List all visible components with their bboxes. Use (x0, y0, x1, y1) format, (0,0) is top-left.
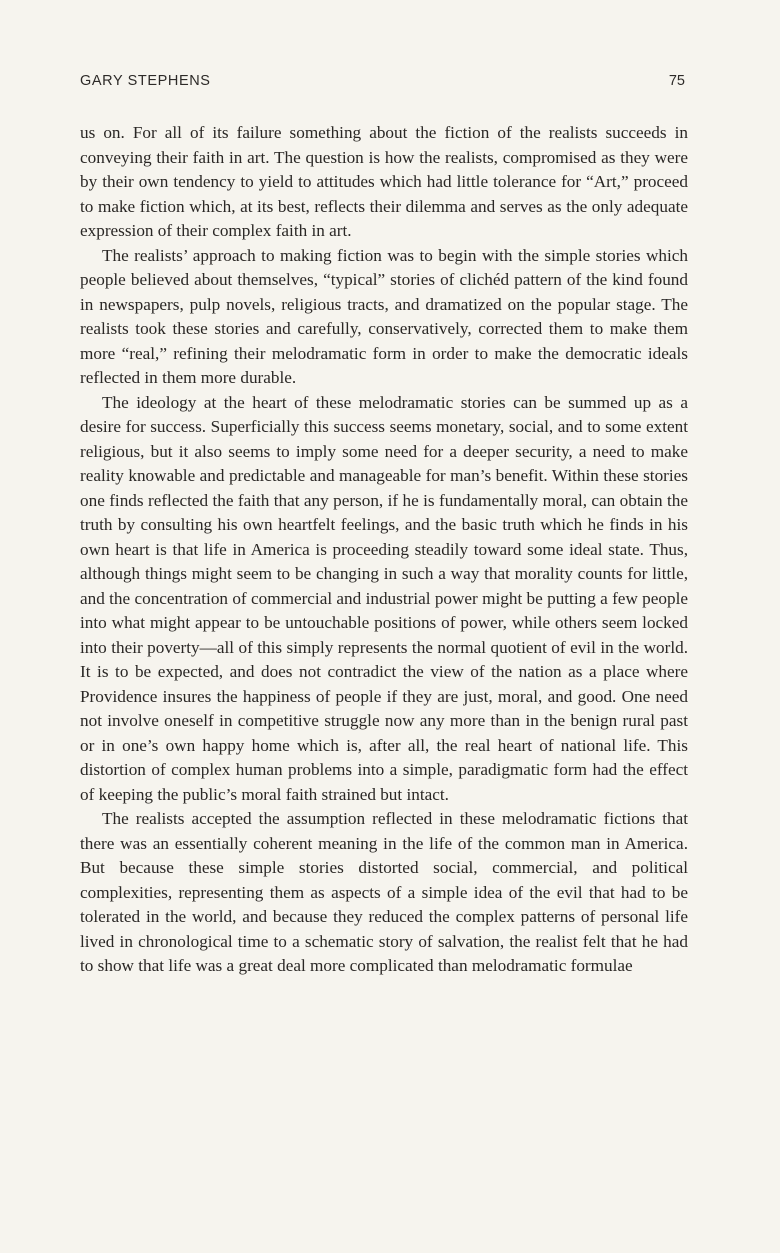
paragraph-assumption: The realists accepted the assumption reflected in these melodramatic fictions that there was an essentially coherent meaning in the life of the common man in America. But because these simple stories distorted social, commercial, and political complexities, representing them as aspects of a simple idea of the evil that had to be tolerated in the world, and because they reduced the complex patterns of personal life lived in chronological time to a schematic story of salvation, the realist felt that he had to show that life was a great deal more complicated than melodramatic formulae (80, 809, 688, 975)
paragraph-ideology: The ideology at the heart of these melodramatic stories can be summed up as a desire for success. Superficially this success seems monetary, social, and to some extent religious, but it also seems to imply some need for a deeper security, a need to make reality knowable and predictable and manageable for man’s benefit. Within these stories one finds reflected the faith that any person, if he is fundamentally moral, can obtain the truth by consulting his own heartfelt feelings, and the basic truth which he finds in his own heart is that life in America is proceeding steadily toward some ideal state. Thus, although things might seem to be changing in such a way that morality counts for little, and the concentration of commercial and industrial power might be putting a few people into what might appear to be untouchable positions of power, while others seem locked into their poverty—all of this simply represents the normal quotient of evil in the world. It is to be expected, and does not contradict the view of the nation as a place where Providence insures the happiness of people if they are just, moral, and good. One need not involve oneself in competitive struggle now any more than in the benign rural past or in one’s own happy home which is, after all, the real heart of national life. This distortion of complex human problems into a simple, paradigmatic form had the effect of keeping the public’s moral faith strained but intact. (80, 392, 688, 804)
body-text (80, 121, 688, 979)
page-number: 75 (668, 73, 685, 89)
running-head (80, 73, 685, 95)
paragraph-realists-approach: The realists’ approach to making fiction was to begin with the simple stories which people believed about themselves, “typical” stories of clichéd pattern of the kind found in newspapers, pulp novels, religious tracts, and dramatized on the popular stage. The realists took these stories and carefully, conservatively, corrected them to make them more “real,” refining their melodramatic form in order to make the democratic ideals reflected in them more durable. (80, 245, 688, 387)
paragraph-continued: us on. For all of its failure something about the fiction of the realists succeeds in conveying their faith in art. The question is how the realists, compromised as they were by their own tendency to yield to attitudes which had little tolerance for “Art,” proceed to make fiction which, at its best, reflects their dilemma and serves as the only adequate expression of their complex faith in art. (80, 123, 688, 240)
running-head-author: GARY STEPHENS (80, 73, 211, 89)
